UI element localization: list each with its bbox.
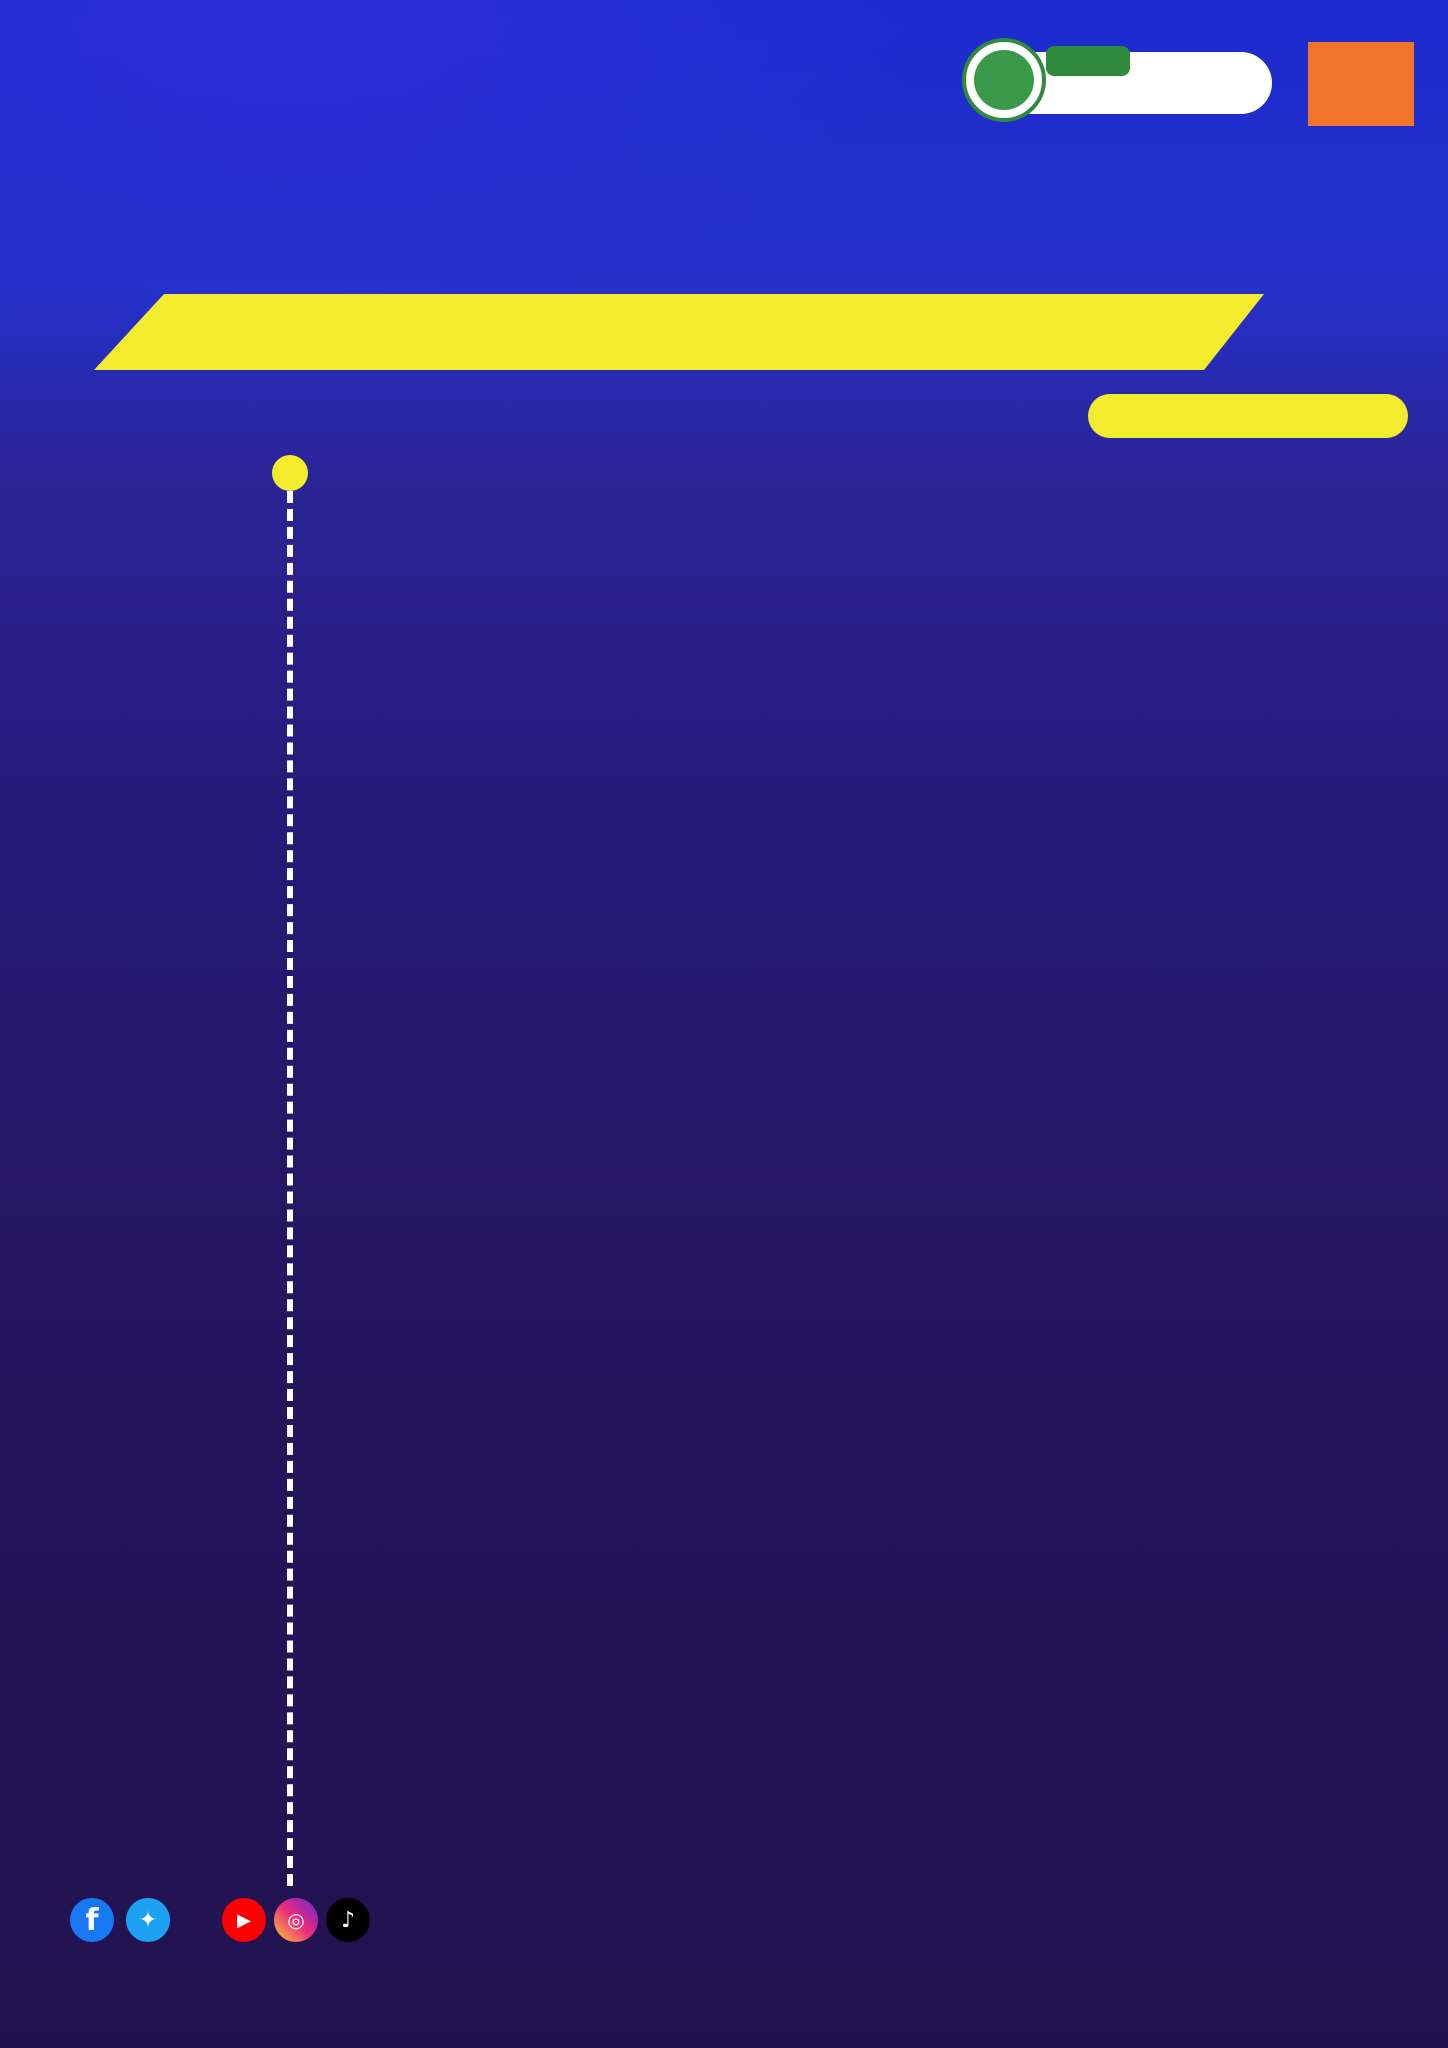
tiktok-icon[interactable]: ♪ xyxy=(326,1898,370,1942)
youtube-icon[interactable]: ▶ xyxy=(222,1898,266,1942)
as-of-date-badge xyxy=(1088,394,1408,438)
now-logo xyxy=(1308,42,1414,126)
bma-tag xyxy=(1046,46,1130,76)
facebook-icon[interactable]: f xyxy=(70,1898,114,1942)
date-range-text xyxy=(94,294,1264,370)
timeline-dot xyxy=(272,455,308,491)
timeline-dashed-line xyxy=(287,491,293,1886)
bma-seal-inner xyxy=(974,50,1034,110)
twitter-icon[interactable]: ✦ xyxy=(126,1898,170,1942)
instagram-icon[interactable]: ◎ xyxy=(274,1898,318,1942)
